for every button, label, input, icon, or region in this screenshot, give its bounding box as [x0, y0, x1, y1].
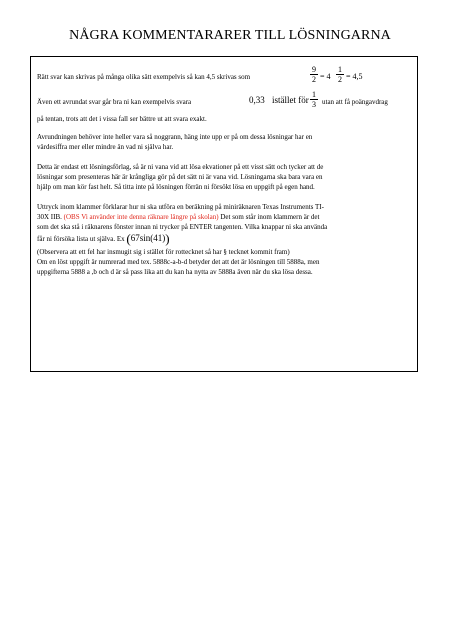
p5-line3: som det ska stå i räknarens fönster innan ni trycker på ENTER tangenten. Vilka knappar ni ska använda	[37, 223, 328, 231]
page-title: NÅGRA KOMMENTARARER TILL LÖSNINGARNA	[69, 28, 391, 43]
fraction-denominator: 3	[312, 100, 316, 109]
comment-box	[30, 56, 418, 372]
p5-line2-start: 30X IIB.	[37, 213, 62, 221]
p5-line2	[37, 212, 320, 222]
p2-instead: istället för	[272, 95, 309, 105]
p2-line2: på tentan, trots att det i vissa fall ser bättre ut att svara exakt.	[37, 115, 207, 123]
fraction-numerator: 9	[312, 65, 316, 74]
fraction-numerator: 1	[338, 65, 342, 74]
fraction-numerator: 1	[312, 90, 316, 99]
equals-4-5: = 4,5	[346, 72, 363, 81]
fraction-1-2	[336, 65, 344, 84]
p5-line4-text: får ni försöka lista ut själva. Ex	[37, 235, 125, 243]
p2-pre: Även ett avrundat svar går bra ni kan exempelvis svara	[37, 98, 192, 106]
p5-line5: (Observera att ett fel har insmugit sig i stället för rottecknet så har § tecknet kommit fram)	[37, 248, 290, 256]
p4-line2: lösningar som presenteras här är krångliga gör på det sätt ni är vana vid. Lösningarna ska bara vara en	[37, 173, 323, 181]
p4-line1: Detta är endast ett lösningsförlag, så är ni vana vid att lösa ekvationer på ett visst sätt och tycker att de	[37, 163, 324, 171]
fraction-1-3	[310, 90, 318, 109]
p1-line1: Rätt svar kan skrivas på många olika sätt exempelvis så kan 4,5 skrivas som	[37, 73, 251, 81]
p5-line6: Om en löst uppgift är numrerad med tex. 5888c-a-b-d betyder det att det är lösningen till 5888a, men	[37, 258, 320, 266]
p3-line1: Avrundningen behöver inte heller vara så noggrann, häng inte upp er på om dessa lösningar har en	[37, 133, 313, 141]
p5-line2-end: Det som står inom klammern är det	[220, 213, 320, 221]
fraction-9-2	[310, 65, 318, 84]
bracket-right: )	[165, 231, 170, 246]
obs-note: (OBS Vi använder inte denna räknare längre på skolan)	[63, 213, 219, 221]
fraction-denominator: 2	[312, 75, 316, 84]
p5-line1: Uttryck inom klammer förklarar hur ni ska utföra en beräkning på miniräknaren Texas Instruments TI-	[37, 203, 324, 211]
bracket-left: (	[126, 231, 131, 246]
p4-line3: hjälp om man kör fast helt. Så titta inte på lösningen förrän ni försökt lösa en uppgift på egen hand.	[37, 183, 315, 191]
fraction-denominator: 2	[338, 75, 342, 84]
equals-4: = 4	[320, 72, 331, 81]
p3-line2: värdesiffra mer eller mindre än vad ni själva har.	[37, 143, 174, 151]
calc-example: 67sin(41)	[130, 233, 166, 243]
p5-line4	[37, 233, 170, 244]
p2-post: utan att få poängavdrag	[322, 98, 388, 106]
p2-value: 0,33	[249, 95, 265, 105]
p5-line7: uppgifterna 5888 a ,b och d är så pass lika att du kan ha nytta av 5888a även när du ska lösa dessa.	[37, 268, 313, 276]
